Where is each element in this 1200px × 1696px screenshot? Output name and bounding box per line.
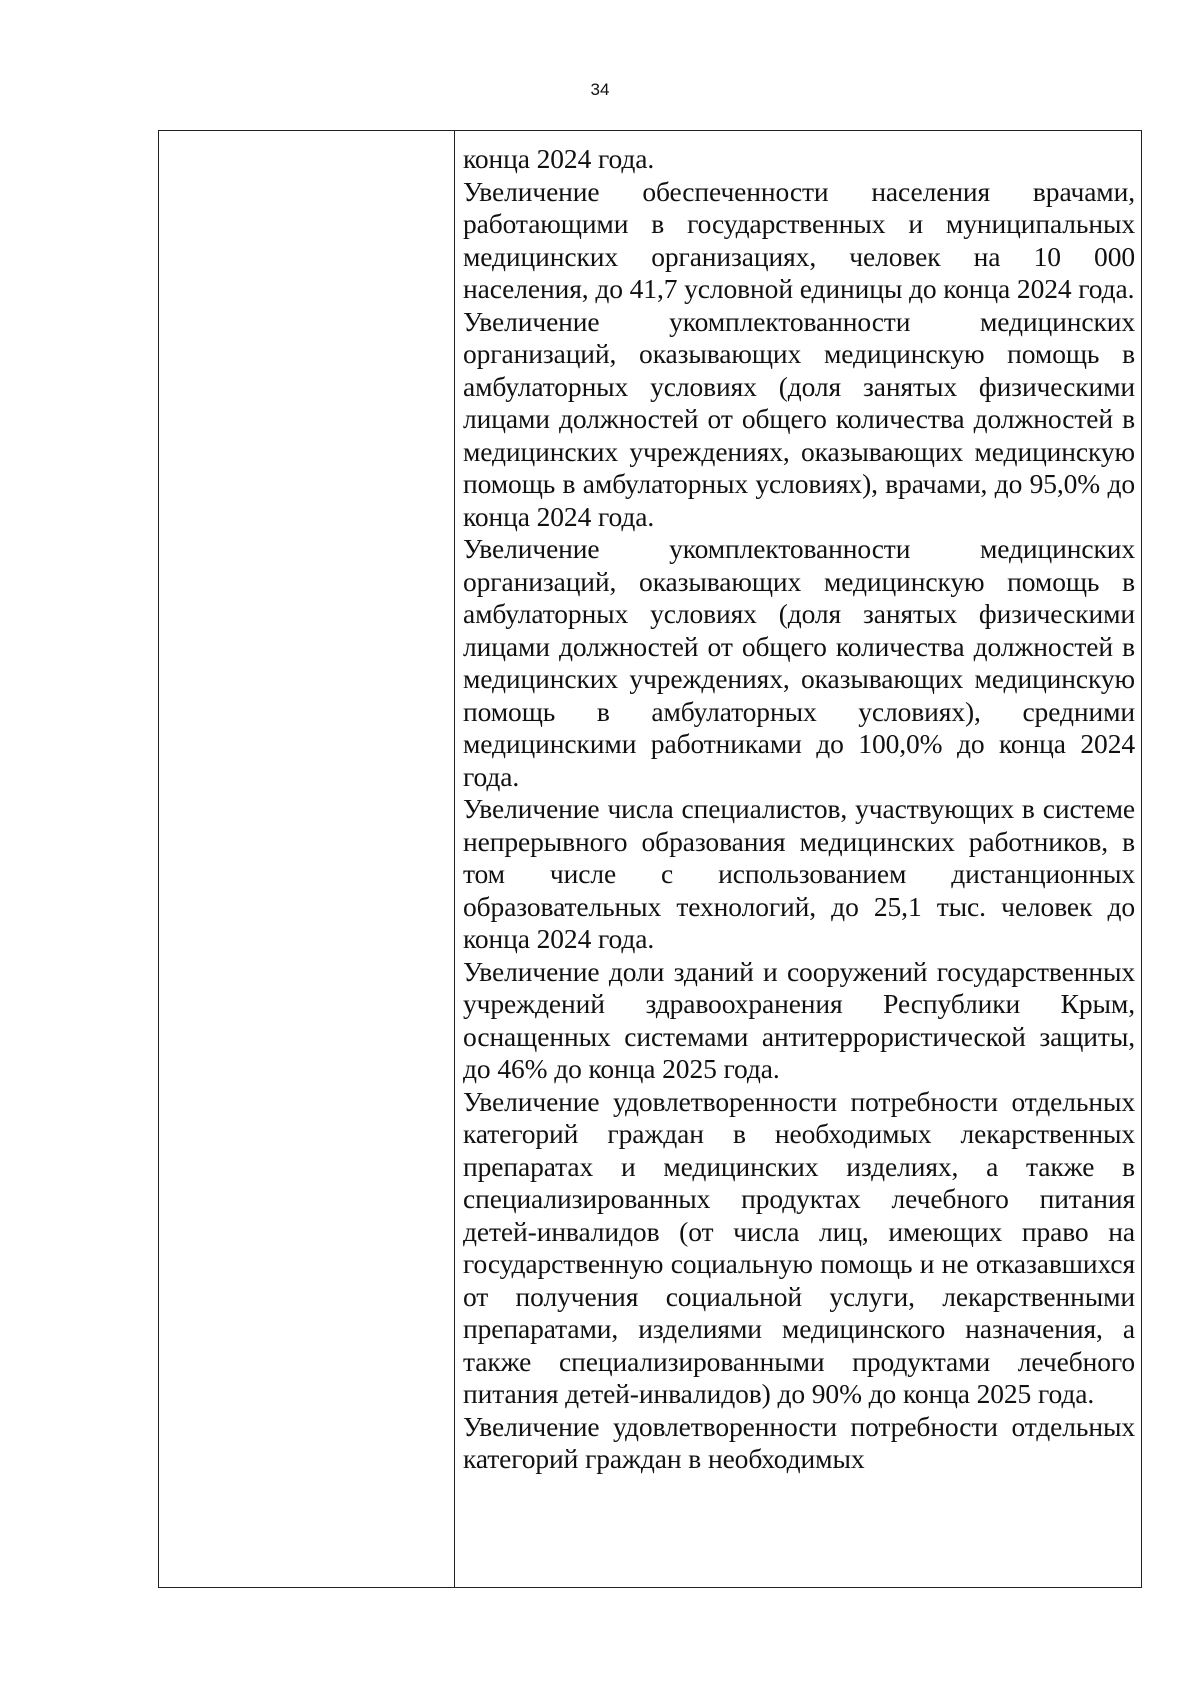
table-cell-right (455, 131, 1141, 1587)
paragraph-medication-supply-continued: Увеличение удовлетворенности потребности отдельных категорий граждан в необходимых (463, 1410, 1135, 1474)
paragraph-continuing-education: Увеличение числа специалистов, участвующих в системе непрерывного образования медицинских работников, в том числе с использованием дистанционных образовательных технологий, до 25,1 тыс. человек до конца 2024 года. (463, 793, 1135, 954)
paragraph-staffing-doctors: Увеличение укомплектованности медицинских организаций, оказывающих медицинскую помощь в амбулаторных условиях (доля занятых физическими лицами должностей от общего количества должностей в медицинских учреждениях, оказывающих медицинскую помощь в амбулаторных условиях), врачами, до 95,0% до конца 2024 года. (463, 305, 1135, 532)
paragraph-staffing-nurses: Увеличение укомплектованности медицинских организаций, оказывающих медицинскую помощь в амбулаторных условиях (доля занятых физическими лицами должностей от общего количества должностей в медицинских учреждениях, оказывающих медицинскую помощь в амбулаторных условиях), средними медицинскими работниками до 100,0% до конца 2024 года. (463, 533, 1135, 792)
paragraph-medication-supply: Увеличение удовлетворенности потребности отдельных категорий граждан в необходимых лекарственных препаратах и медицинских изделиях, а также в специализированных продуктах лечебного питания детей-инвалидов (от числа лиц, имеющих право на государственную социальную помощь и не отказавшихся от получения социальной услуги, лекарственными препаратами, изделиями медицинского назначения, а также специализированными продуктами лечебного питания детей-инвалидов) до 90% до конца 2025 года. (463, 1085, 1135, 1409)
page-number: 34 (590, 80, 610, 99)
paragraph-doctor-provision: Увеличение обеспеченности населения врачами, работающими в государственных и муниципальных медицинских организациях, человек на 10 000 населения, до 41,7 условной единицы до конца 2024 года. (463, 175, 1135, 304)
table-cell-left (159, 131, 455, 1587)
paragraph-antiterror-protection: Увеличение доли зданий и сооружений государственных учреждений здравоохранения Республики Крым, оснащенных системами антитеррористической защиты, до 46% до конца 2025 года. (463, 955, 1135, 1084)
document-table (158, 130, 1142, 1588)
paragraph-continuation: конца 2024 года. (463, 143, 655, 174)
